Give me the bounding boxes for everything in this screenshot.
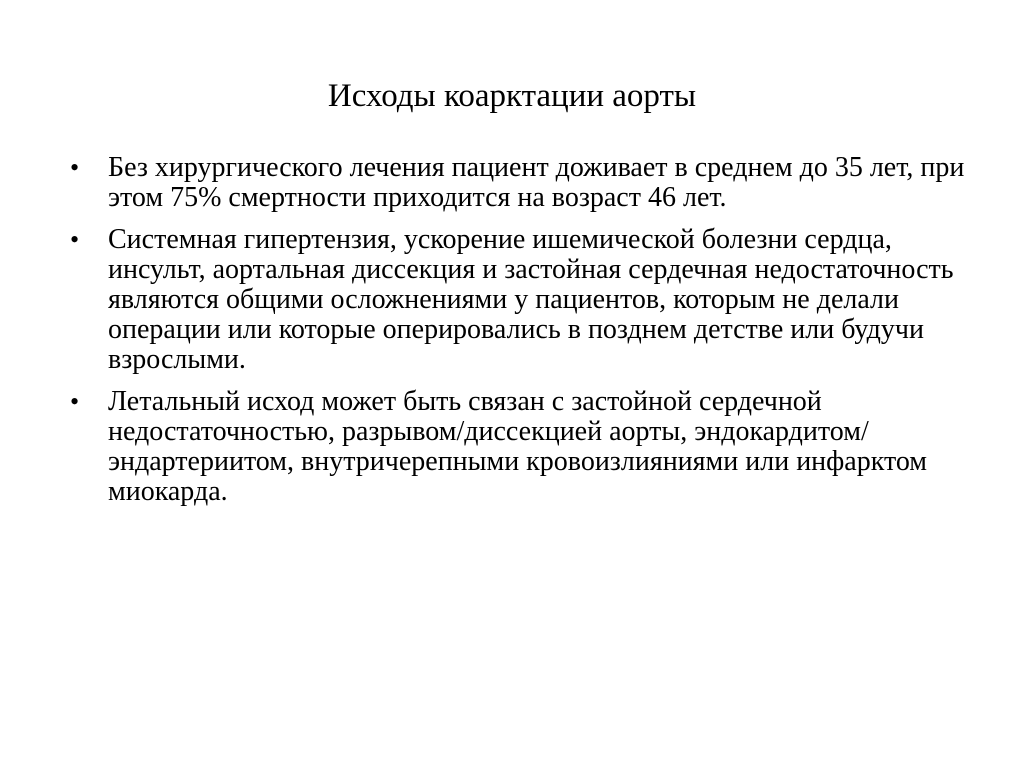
bullet-item (70, 387, 990, 507)
bullet-item (70, 225, 990, 375)
bullet-dot-icon: • (70, 225, 80, 254)
bullet-text: Летальный исход может быть связан с застойной сердечной недостаточностью, разрывом/диссекцией аорты, эндокардитом/эндартериитом, внутричерепными кровоизлияниями или инфарктом миокарда. (108, 386, 928, 507)
bullet-text: Без хирургического лечения пациент доживает в среднем до 35 лет, при этом 75% смертности приходится на возраст 46 лет. (108, 152, 965, 213)
slide-title: Исходы коарктации аорты (327, 78, 697, 114)
bullet-dot-icon: • (70, 153, 80, 182)
bullet-list (70, 153, 990, 519)
bullet-dot-icon: • (70, 387, 80, 416)
bullet-text: Системная гипертензия, ускорение ишемической болезни сердца, инсульт, аортальная диссекция и застойная сердечная недостаточность являются общими осложнениями у пациентов, которым не делали операции или которые оперировались в позднем детстве или будучи взрослыми. (108, 224, 954, 375)
bullet-item (70, 153, 990, 213)
